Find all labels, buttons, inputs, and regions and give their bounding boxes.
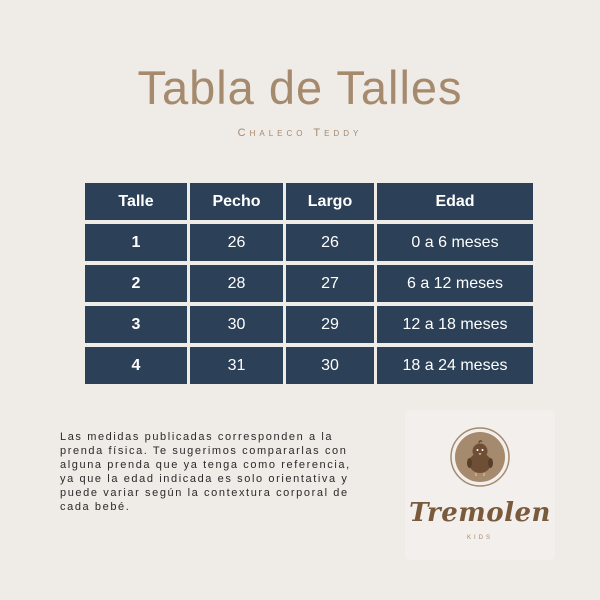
- brand-subtitle: KIDS: [466, 535, 493, 541]
- table-header-row: [85, 183, 533, 220]
- size-table: [82, 179, 536, 388]
- cell-edad: 6 a 12 meses: [377, 265, 533, 302]
- table-row: [85, 306, 533, 343]
- column-header-talle: Talle: [85, 183, 187, 220]
- cell-pecho: 28: [190, 265, 283, 302]
- table-row: [85, 224, 533, 261]
- column-header-pecho: Pecho: [190, 183, 283, 220]
- brand-name: Tremolen: [409, 498, 551, 528]
- cell-largo: 26: [286, 224, 374, 261]
- cell-largo: 27: [286, 265, 374, 302]
- table-row: [85, 347, 533, 384]
- cell-largo: 30: [286, 347, 374, 384]
- cell-pecho: 31: [190, 347, 283, 384]
- column-header-edad: Edad: [377, 183, 533, 220]
- cell-talle: 4: [85, 347, 187, 384]
- cell-edad: 18 a 24 meses: [377, 347, 533, 384]
- cell-talle: 2: [85, 265, 187, 302]
- measurement-note: Las medidas publicadas corresponden a la prenda física. Te sugerimos compararlas con alguna prenda que ya tenga como referencia, ya que la edad indicada es solo orientativa y puede variar según la contextura corporal de cada bebé.: [60, 431, 351, 513]
- cell-edad: 12 a 18 meses: [377, 306, 533, 343]
- cell-talle: 3: [85, 306, 187, 343]
- cell-talle: 1: [85, 224, 187, 261]
- cell-pecho: 26: [190, 224, 283, 261]
- page-title: Tabla de Talles: [137, 61, 463, 114]
- brand-logo: [405, 410, 555, 560]
- page-subtitle: Chaleco Teddy: [237, 127, 363, 139]
- column-header-largo: Largo: [286, 183, 374, 220]
- chick-logo-icon: [450, 427, 510, 487]
- cell-largo: 29: [286, 306, 374, 343]
- table-row: [85, 265, 533, 302]
- cell-pecho: 30: [190, 306, 283, 343]
- cell-edad: 0 a 6 meses: [377, 224, 533, 261]
